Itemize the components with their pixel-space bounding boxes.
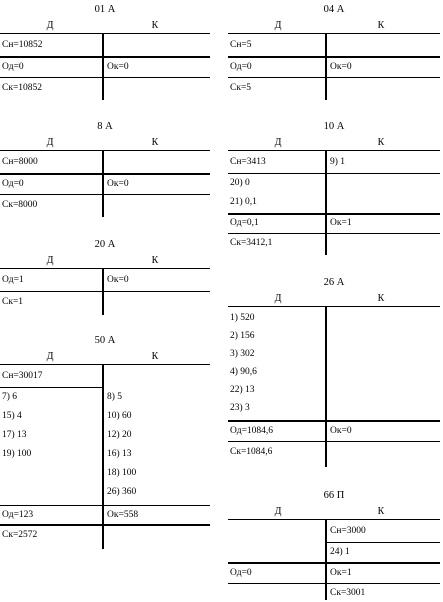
account-title: 01 А <box>94 4 116 15</box>
account-title: 8 А <box>97 121 113 132</box>
account-title: 26 А <box>323 277 345 288</box>
credit-cell: Ок=0 <box>107 62 129 72</box>
debit-cell: 22) 13 <box>230 385 255 395</box>
credit-cell: Ок=1 <box>330 568 352 578</box>
debit-cell: Од=123 <box>2 510 34 520</box>
account-01 <box>0 3 210 100</box>
credit-header: К <box>377 506 385 517</box>
debit-cell: Ск=10852 <box>2 83 43 93</box>
account-header <box>228 136 440 150</box>
account-header <box>228 505 440 519</box>
credit-header: К <box>151 255 159 266</box>
debit-cell: Ск=3412,1 <box>230 238 273 248</box>
debit-cell: Од=0,1 <box>230 218 259 228</box>
debit-cell: 20) 0 <box>230 178 250 188</box>
account-title: 50 А <box>94 335 116 346</box>
debit-cell: 17) 13 <box>2 430 27 440</box>
account-title: 66 П <box>323 490 345 501</box>
debit-cell: 1) 520 <box>230 313 255 323</box>
credit-cell: 16) 13 <box>107 449 132 459</box>
credit-cell: Ок=0 <box>330 426 352 436</box>
debit-header: Д <box>46 20 54 31</box>
account-26 <box>228 276 440 468</box>
credit-header: К <box>151 351 159 362</box>
debit-cell: 3) 302 <box>230 349 255 359</box>
debit-header: Д <box>46 351 54 362</box>
debit-cell: Сн=30017 <box>2 371 43 381</box>
credit-cell: Ок=0 <box>107 275 129 285</box>
account-header <box>0 136 210 150</box>
credit-header: К <box>377 20 385 31</box>
account-header <box>0 350 210 364</box>
debit-cell: 15) 4 <box>2 411 22 421</box>
account-header <box>228 292 440 306</box>
debit-cell: Сн=5 <box>230 40 252 50</box>
account-header <box>0 19 210 33</box>
account-04 <box>228 3 440 100</box>
debit-header: Д <box>274 20 282 31</box>
debit-header: Д <box>274 293 282 304</box>
account-header <box>228 19 440 33</box>
debit-cell: Ск=8000 <box>2 200 38 210</box>
account-08 <box>0 120 210 217</box>
credit-cell: Ок=0 <box>107 179 129 189</box>
credit-cell: Сн=3000 <box>330 526 366 536</box>
debit-header: Д <box>274 137 282 148</box>
credit-cell: 18) 100 <box>107 468 137 478</box>
account-title: 04 А <box>323 4 345 15</box>
account-header <box>0 254 210 268</box>
account-10 <box>228 120 440 255</box>
debit-header: Д <box>46 137 54 148</box>
debit-cell: 19) 100 <box>2 449 32 459</box>
credit-cell: 24) 1 <box>330 547 350 557</box>
account-20 <box>0 238 210 316</box>
debit-cell: Од=0 <box>2 179 24 189</box>
credit-cell: Ок=0 <box>330 62 352 72</box>
credit-header: К <box>377 293 385 304</box>
debit-cell: 23) 3 <box>230 403 250 413</box>
credit-cell: 12) 20 <box>107 430 132 440</box>
debit-cell: 21) 0,1 <box>230 197 257 207</box>
credit-cell: 9) 1 <box>330 157 346 167</box>
account-50 <box>0 334 210 549</box>
debit-cell: Од=1 <box>2 275 24 285</box>
debit-header: Д <box>274 506 282 517</box>
debit-cell: Од=0 <box>2 62 24 72</box>
debit-cell: Ск=2572 <box>2 530 38 540</box>
debit-cell: Од=0 <box>230 62 252 72</box>
credit-cell: 8) 5 <box>107 392 123 402</box>
debit-cell: 7) 6 <box>2 392 18 402</box>
debit-cell: Ск=1084,6 <box>230 447 273 457</box>
debit-cell: Ск=5 <box>230 83 252 93</box>
debit-cell: Сн=8000 <box>2 157 38 167</box>
credit-header: К <box>377 137 385 148</box>
account-title: 20 А <box>94 239 116 250</box>
debit-cell: 4) 90,6 <box>230 367 257 377</box>
debit-cell: Ск=1 <box>2 297 24 307</box>
credit-header: К <box>151 137 159 148</box>
debit-cell: Од=1084,6 <box>230 426 274 436</box>
debit-cell: Од=0 <box>230 568 252 578</box>
credit-cell: 26) 360 <box>107 487 137 497</box>
debit-cell: 2) 156 <box>230 331 255 341</box>
debit-cell: Сн=3413 <box>230 157 266 167</box>
debit-cell: Сн=10852 <box>2 40 43 50</box>
credit-cell: Ок=558 <box>107 510 139 520</box>
account-title: 10 А <box>323 121 345 132</box>
debit-header: Д <box>46 255 54 266</box>
credit-header: К <box>151 20 159 31</box>
credit-cell: Ок=1 <box>330 218 352 228</box>
account-66 <box>228 489 440 599</box>
credit-cell: 10) 60 <box>107 411 132 421</box>
credit-cell: Ск=3001 <box>330 588 366 598</box>
